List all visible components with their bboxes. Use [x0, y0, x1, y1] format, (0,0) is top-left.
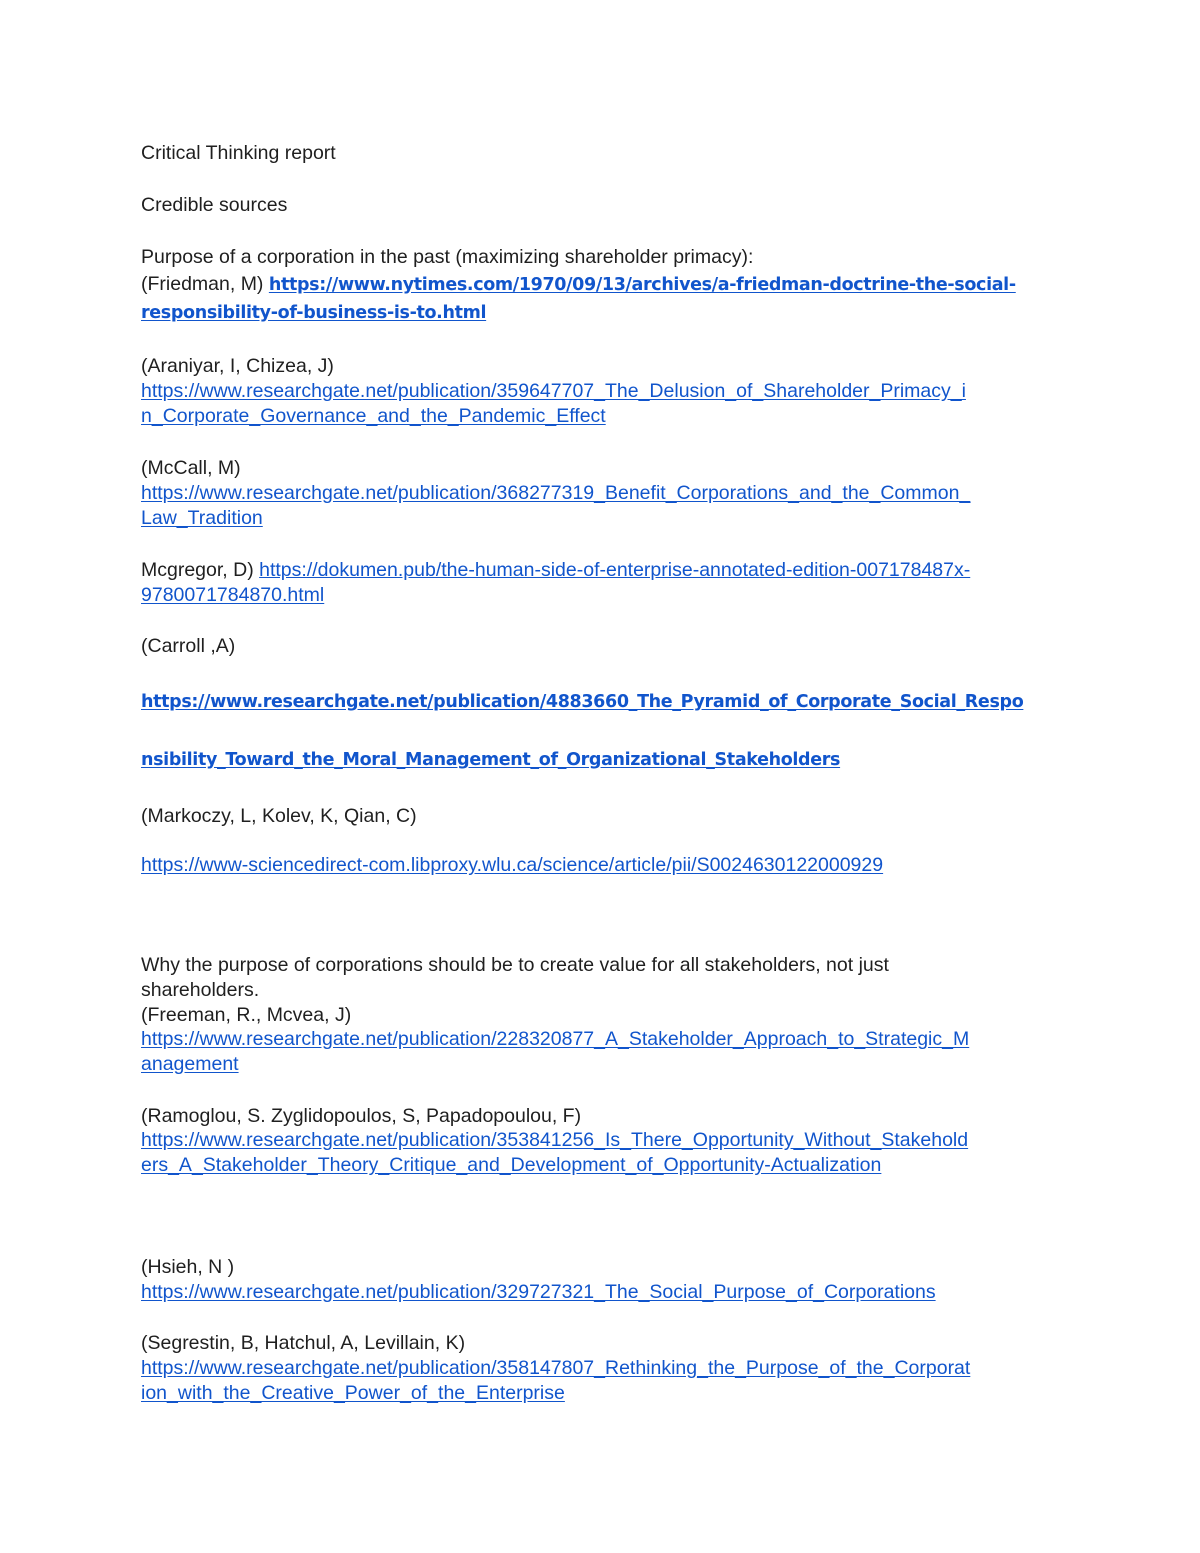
- mcgregor-link[interactable]: https://dokumen.pub/the-human-side-of-enterprise-annotated-edition-007178487x-: [259, 559, 971, 581]
- markoczy-author: (Markoczy, L, Kolev, K, Qian, C): [141, 805, 417, 827]
- araniyar-link[interactable]: https://www.researchgate.net/publication/359647707_The_Delusion_of_Shareholder_Primacy_i: [141, 380, 966, 402]
- segrestin-author: (Segrestin, B, Hatchul, A, Levillain, K): [141, 1332, 466, 1354]
- section2-heading: Why the purpose of corporations should be to create value for all stakeholders, not just: [141, 954, 889, 976]
- segrestin-link[interactable]: https://www.researchgate.net/publication/358147807_Rethinking_the_Purpose_of_the_Corporat: [141, 1357, 971, 1379]
- freeman-author: (Freeman, R., Mcvea, J): [141, 1004, 352, 1026]
- araniyar-link-cont[interactable]: n_Corporate_Governance_and_the_Pandemic_Effect: [141, 405, 606, 427]
- document-subtitle: Credible sources: [141, 194, 288, 216]
- carroll-author: (Carroll ,A): [141, 635, 236, 657]
- carroll-link[interactable]: https://www.researchgate.net/publication/4883660_The_Pyramid_of_Corporate_Social_Respo: [141, 692, 1024, 712]
- mcgregor-link-cont[interactable]: 9780071784870.html: [141, 584, 325, 606]
- mcgregor-entry: [141, 558, 970, 583]
- friedman-entry: [141, 272, 1016, 298]
- ramoglou-link-cont[interactable]: ers_A_Stakeholder_Theory_Critique_and_Development_of_Opportunity-Actualization: [141, 1154, 882, 1176]
- ramoglou-link[interactable]: https://www.researchgate.net/publication/353841256_Is_There_Opportunity_Without_Stakehold: [141, 1129, 969, 1151]
- friedman-link-cont[interactable]: responsibility-of-business-is-to.html: [141, 303, 487, 323]
- mcgregor-author: Mcgregor, D): [141, 559, 254, 581]
- mccall-link-cont[interactable]: Law_Tradition: [141, 507, 263, 529]
- carroll-link-cont[interactable]: nsibility_Toward_the_Moral_Management_of_Organizational_Stakeholders: [141, 750, 841, 770]
- friedman-author: (Friedman, M): [141, 273, 264, 295]
- mccall-author: (McCall, M): [141, 457, 241, 479]
- ramoglou-author: (Ramoglou, S. Zyglidopoulos, S, Papadopoulou, F): [141, 1105, 582, 1127]
- document-title: Critical Thinking report: [141, 142, 336, 164]
- segrestin-link-cont[interactable]: ion_with_the_Creative_Power_of_the_Enterprise: [141, 1382, 565, 1404]
- section1-heading: Purpose of a corporation in the past (maximizing shareholder primacy):: [141, 246, 754, 268]
- friedman-link[interactable]: https://www.nytimes.com/1970/09/13/archives/a-friedman-doctrine-the-social-: [268, 275, 1016, 295]
- freeman-link[interactable]: https://www.researchgate.net/publication/228320877_A_Stakeholder_Approach_to_Strategic_M: [141, 1028, 970, 1050]
- markoczy-link[interactable]: https://www-sciencedirect-com.libproxy.wlu.ca/science/article/pii/S0024630122000929: [141, 854, 884, 876]
- section2-heading-cont: shareholders.: [141, 979, 260, 1001]
- araniyar-author: (Araniyar, I, Chizea, J): [141, 355, 334, 377]
- hsieh-link[interactable]: https://www.researchgate.net/publication/329727321_The_Social_Purpose_of_Corporations: [141, 1281, 936, 1303]
- freeman-link-cont[interactable]: anagement: [141, 1053, 239, 1075]
- hsieh-author: (Hsieh, N ): [141, 1256, 235, 1278]
- mccall-link[interactable]: https://www.researchgate.net/publication/368277319_Benefit_Corporations_and_the_Common_: [141, 482, 971, 504]
